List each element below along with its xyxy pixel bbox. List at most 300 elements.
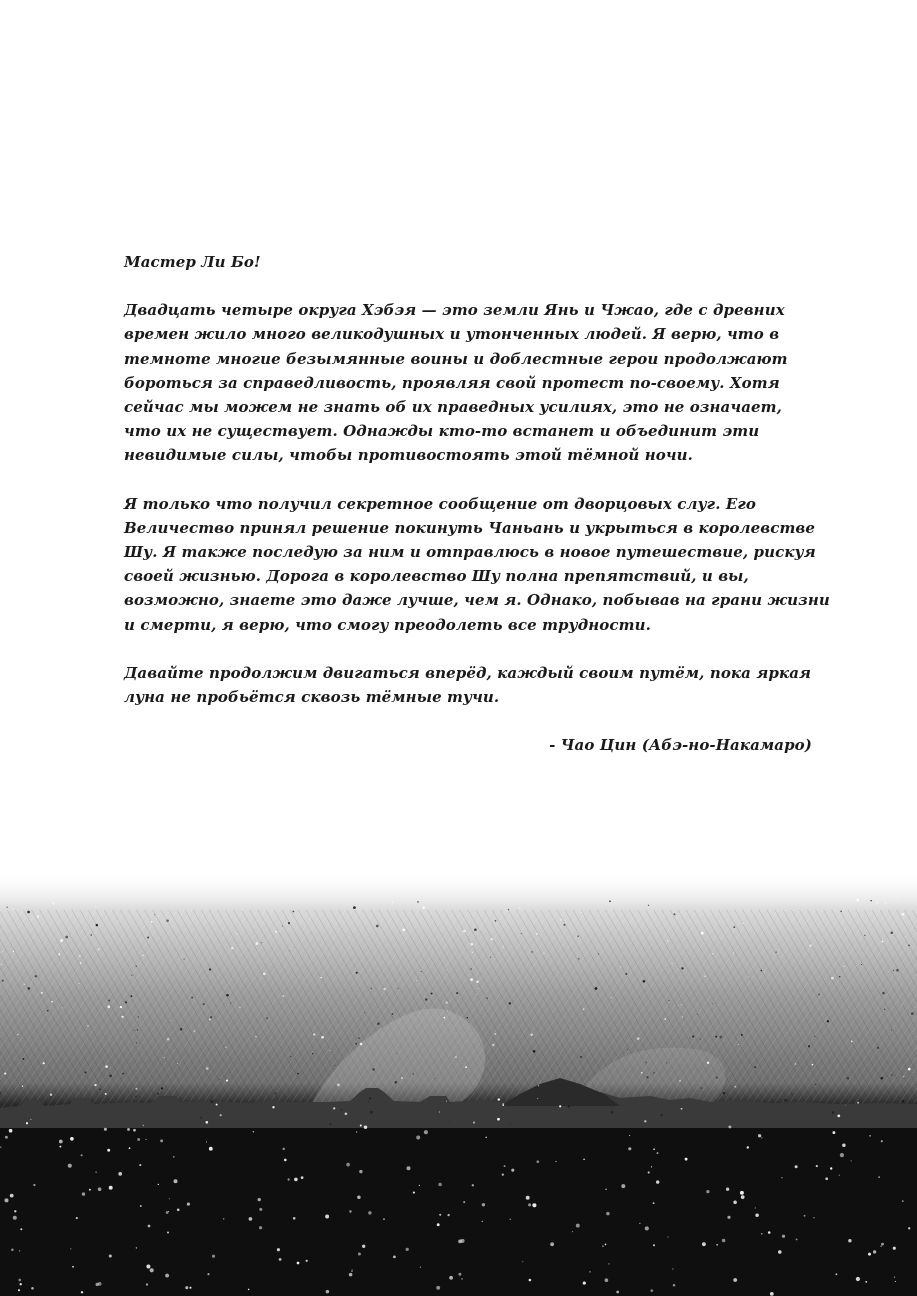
snow-speck	[134, 1030, 135, 1031]
snow-speck	[383, 988, 385, 990]
snow-speck	[761, 1137, 762, 1138]
snow-speck	[212, 1255, 215, 1258]
snow-speck	[27, 987, 30, 990]
snow-speck	[9, 1129, 13, 1133]
snow-speck	[702, 1242, 706, 1246]
snow-speck	[560, 919, 562, 921]
snow-speck	[537, 1160, 540, 1163]
snow-speck	[447, 1214, 449, 1216]
snow-speck	[167, 1232, 169, 1234]
text-line: Двадцать четыре округа Хэбэя — это земли Янь и Чжао, где с древних	[124, 301, 785, 320]
snow-speck	[118, 1172, 122, 1176]
snow-speck	[17, 1034, 18, 1035]
snow-speck	[258, 1198, 261, 1201]
snow-speck	[43, 1062, 45, 1064]
snow-speck	[376, 925, 379, 928]
snow-speck	[755, 1207, 756, 1208]
snow-speck	[135, 1088, 137, 1090]
snow-speck	[337, 1084, 340, 1087]
snow-speck	[881, 1243, 884, 1246]
snow-speck	[312, 1053, 313, 1054]
letter-paragraph-3	[124, 661, 824, 709]
snow-speck	[685, 1158, 688, 1161]
snow-speck	[209, 1147, 213, 1151]
snow-speck	[439, 1111, 440, 1112]
snow-speck	[288, 922, 290, 924]
snow-speck	[589, 1271, 590, 1272]
snow-speck	[355, 1043, 357, 1045]
snow-speck	[357, 1195, 361, 1199]
snow-speck	[808, 1045, 810, 1047]
snow-speck	[697, 1014, 698, 1015]
snow-speck	[478, 988, 479, 989]
snow-speck	[463, 930, 466, 933]
snow-speck	[58, 953, 60, 955]
snow-speck	[383, 1218, 385, 1220]
snow-speck	[349, 1273, 353, 1277]
snow-speck	[902, 1100, 904, 1102]
snow-speck	[754, 1066, 756, 1068]
letter-paragraph-1	[124, 298, 824, 467]
snow-speck	[761, 1233, 762, 1234]
snow-speck	[206, 1121, 209, 1124]
snow-speck	[85, 1071, 87, 1073]
snow-speck	[741, 1195, 745, 1199]
snow-speck	[346, 1163, 350, 1167]
snow-speck	[242, 909, 243, 910]
snow-speck	[704, 976, 705, 977]
snow-speck	[851, 1160, 852, 1161]
snow-speck	[125, 1001, 127, 1003]
snow-speck	[352, 1269, 353, 1270]
snow-speck	[393, 1256, 396, 1259]
snow-speck	[122, 1073, 124, 1075]
snow-speck	[716, 1244, 718, 1246]
snow-speck	[59, 1146, 61, 1148]
snow-speck	[583, 1158, 585, 1160]
snow-speck	[62, 1007, 63, 1008]
text-line: возможно, знаете это даже лучше, чем я. Однако, побывав на грани жизни	[124, 591, 830, 610]
snow-speck	[259, 1208, 262, 1211]
snow-speck	[177, 1208, 180, 1211]
snow-speck	[333, 1107, 335, 1109]
snow-speck	[253, 1131, 254, 1132]
snow-speck	[605, 1189, 606, 1190]
snow-speck	[306, 1260, 308, 1262]
snow-speck	[82, 1192, 85, 1195]
snow-speck	[878, 1176, 880, 1178]
snow-speck	[7, 907, 8, 908]
snow-speck	[508, 909, 509, 910]
snow-speck	[812, 1064, 814, 1066]
snow-speck	[137, 1029, 138, 1030]
snow-speck	[522, 1261, 523, 1262]
snow-speck	[248, 1289, 250, 1291]
snow-speck	[538, 1085, 539, 1086]
snow-speck	[529, 1279, 532, 1282]
snow-speck	[136, 1247, 137, 1248]
snow-speck	[165, 1274, 169, 1278]
snow-speck	[716, 1077, 718, 1079]
snow-speck	[648, 1171, 650, 1173]
snow-speck	[166, 1211, 169, 1214]
snow-speck	[420, 1267, 421, 1268]
snow-speck	[279, 1258, 282, 1261]
snow-speck	[463, 1201, 465, 1203]
snow-speck	[531, 951, 533, 953]
snow-speck	[681, 967, 683, 969]
snow-speck	[893, 970, 894, 971]
snow-speck	[294, 1178, 298, 1182]
snow-speck	[406, 1166, 410, 1170]
snow-speck	[682, 1016, 683, 1017]
snow-speck	[839, 1175, 840, 1176]
snow-speck	[320, 977, 321, 978]
snow-speck	[78, 983, 79, 984]
snow-speck	[210, 1016, 212, 1018]
snow-speck	[851, 1040, 853, 1042]
snow-speck	[431, 993, 433, 995]
snow-speck	[621, 1184, 625, 1188]
snow-speck	[482, 1203, 485, 1206]
snow-speck	[680, 1004, 681, 1005]
snow-speck	[266, 1017, 268, 1019]
snow-speck	[394, 1081, 397, 1084]
snow-speck	[326, 1290, 330, 1294]
snow-speck	[884, 1009, 886, 1011]
snow-speck	[166, 919, 169, 922]
snow-speck	[364, 1012, 365, 1013]
snow-speck	[492, 1044, 494, 1046]
snow-speck	[433, 991, 434, 992]
snow-speck	[138, 1016, 139, 1017]
snow-speck	[256, 942, 259, 945]
snow-speck	[19, 1250, 20, 1251]
snow-speck	[434, 1078, 435, 1079]
snow-speck	[605, 1278, 609, 1282]
snow-speck	[22, 1058, 24, 1060]
snow-speck	[50, 1094, 52, 1096]
snow-speck	[18, 1289, 20, 1291]
snow-speck	[776, 952, 777, 953]
snow-speck	[667, 1236, 668, 1237]
snow-speck	[726, 1188, 729, 1191]
snow-speck	[169, 1198, 170, 1199]
snow-speck	[671, 963, 672, 964]
snow-speck	[908, 1227, 910, 1229]
snow-speck	[893, 1247, 896, 1250]
snow-speck	[444, 1017, 446, 1019]
snow-speck	[727, 1216, 730, 1219]
snow-speck	[447, 1010, 448, 1011]
snow-speck	[353, 906, 356, 909]
snow-speck	[734, 1086, 736, 1088]
snow-speck	[177, 1063, 178, 1064]
snow-speck	[891, 1074, 893, 1076]
snow-speck	[795, 1165, 798, 1168]
snow-speck	[104, 1075, 105, 1076]
letter-greeting: Мастер Ли Бо!	[124, 253, 261, 271]
snow-speck	[530, 1033, 533, 1036]
snow-speck	[510, 1124, 511, 1125]
snow-speck	[738, 1044, 739, 1045]
snow-speck	[830, 1167, 832, 1169]
snow-speck	[644, 1120, 646, 1122]
snow-speck	[814, 1036, 815, 1037]
snow-speck	[645, 1062, 647, 1064]
snow-speck	[707, 1062, 709, 1064]
snow-speck	[449, 1122, 450, 1123]
snow-speck	[140, 1101, 141, 1102]
snow-speck	[369, 1097, 371, 1099]
snow-speck	[809, 944, 811, 946]
snow-speck	[461, 1278, 463, 1280]
snow-speck	[755, 1213, 758, 1216]
snow-speck	[157, 1093, 159, 1095]
snow-speck	[761, 970, 762, 971]
snow-speck	[818, 994, 820, 996]
snow-speck	[99, 1088, 101, 1090]
snow-speck	[20, 1228, 22, 1230]
snow-speck	[728, 1125, 731, 1128]
snow-speck	[206, 1067, 209, 1070]
ground-dark	[0, 1128, 917, 1296]
snow-speck	[24, 984, 25, 985]
snow-speck	[869, 1135, 870, 1136]
snow-speck	[135, 1096, 136, 1097]
snow-speck	[748, 976, 749, 977]
snow-speck	[868, 1253, 871, 1256]
snow-speck	[359, 1170, 362, 1173]
snow-speck	[669, 1000, 670, 1001]
snow-speck	[81, 1154, 83, 1156]
snow-speck	[368, 1211, 372, 1215]
snow-speck	[2, 951, 3, 952]
snow-speck	[72, 1266, 74, 1268]
snow-speck	[439, 1214, 441, 1216]
snow-speck	[13, 1216, 17, 1220]
snow-speck	[95, 1171, 97, 1173]
snow-speck	[510, 1219, 511, 1220]
snow-speck	[733, 926, 735, 928]
snow-speck	[602, 1245, 604, 1247]
snow-speck	[259, 1226, 262, 1229]
snow-speck	[902, 1004, 903, 1005]
text-line: невидимые силы, чтобы противостоять этой тёмной ночи.	[124, 446, 693, 465]
snow-speck	[37, 915, 40, 918]
snow-speck	[362, 1245, 365, 1248]
snow-speck	[133, 1129, 136, 1132]
snow-speck	[825, 1177, 828, 1180]
snow-speck	[815, 1083, 817, 1085]
snow-speck	[679, 1080, 681, 1082]
snow-speck	[47, 1010, 49, 1012]
snow-speck	[416, 1135, 420, 1139]
snow-speck	[96, 924, 98, 926]
snow-speck	[882, 992, 885, 995]
snow-speck	[532, 1203, 536, 1207]
snow-speck	[95, 906, 96, 907]
text-line: Величество принял решение покинуть Чаньань и укрыться в королевстве	[124, 518, 816, 537]
snow-speck	[90, 934, 91, 935]
snow-speck	[209, 968, 211, 970]
snow-speck	[70, 1137, 74, 1141]
text-line: луна не пробьётся сквозь тёмные тучи.	[124, 688, 500, 707]
snow-speck	[446, 1101, 447, 1102]
snow-speck	[526, 1196, 530, 1200]
snow-speck	[598, 953, 599, 954]
snow-speck	[0, 1146, 1, 1147]
snow-speck	[857, 1102, 859, 1104]
snow-speck	[836, 1273, 838, 1275]
snow-speck	[641, 1072, 643, 1074]
snow-speck	[193, 1030, 195, 1032]
snow-speck	[275, 931, 277, 933]
snow-speck	[595, 987, 598, 990]
snow-speck	[282, 1148, 285, 1151]
snow-speck	[200, 1117, 202, 1119]
snow-speck	[146, 1283, 148, 1285]
snow-speck	[502, 1173, 504, 1175]
snow-speck	[660, 1114, 662, 1116]
snow-speck	[76, 1217, 78, 1219]
snow-speck	[151, 921, 153, 923]
text-line: и смерти, я верю, что смогу преодолеть все трудности.	[124, 615, 651, 634]
snow-speck	[230, 1002, 231, 1003]
snow-speck	[656, 1180, 659, 1183]
snow-speck	[845, 1105, 846, 1106]
snow-speck	[700, 1087, 702, 1089]
snow-speck	[856, 1277, 860, 1281]
snow-speck	[474, 928, 477, 931]
snow-speck	[293, 1217, 296, 1220]
snow-speck	[370, 1111, 373, 1114]
snow-speck	[416, 980, 417, 981]
snow-speck	[643, 980, 646, 983]
snow-speck	[173, 1156, 175, 1158]
snow-speck	[583, 1008, 585, 1010]
snow-speck	[816, 1165, 818, 1167]
text-line: времен жило много великодушных и утонченных людей. Я верю, что в	[124, 325, 780, 344]
snow-speck	[297, 1262, 300, 1265]
snow-speck	[249, 1217, 253, 1221]
snow-speck	[226, 1080, 228, 1082]
snow-speck	[4, 1073, 6, 1075]
snow-speck	[309, 918, 310, 919]
snow-speck	[840, 1153, 844, 1157]
snow-speck	[368, 1101, 369, 1102]
text-line: темноте многие безымянные воины и доблестные герои продолжают	[124, 349, 788, 368]
snow-speck	[865, 1281, 867, 1283]
snow-speck	[509, 1002, 512, 1005]
snow-speck	[446, 969, 447, 970]
snow-speck	[667, 940, 669, 942]
snow-speck	[325, 1215, 329, 1219]
snow-speck	[4, 1198, 8, 1202]
snow-speck	[203, 1003, 205, 1005]
snow-speck	[282, 995, 284, 997]
text-line: своей жизнью. Дорога в королевство Шу полна препятствий, и вы,	[124, 567, 749, 586]
snow-speck	[712, 1003, 713, 1004]
snow-speck	[425, 998, 427, 1000]
snow-speck	[225, 1047, 226, 1048]
snow-speck	[406, 1248, 409, 1251]
snow-speck	[146, 1265, 150, 1269]
snow-speck	[880, 1077, 883, 1080]
snow-speck	[609, 900, 611, 902]
snow-speck	[364, 1125, 367, 1128]
snow-speck	[733, 1201, 737, 1205]
snow-speck	[301, 1176, 304, 1179]
snow-speck	[174, 1179, 178, 1183]
snow-speck	[653, 1202, 655, 1204]
snow-speck	[482, 1221, 483, 1222]
snow-speck	[903, 1076, 904, 1077]
letter-body	[124, 250, 830, 757]
snow-speck	[637, 1037, 640, 1040]
snow-speck	[398, 988, 399, 989]
snow-speck	[664, 1018, 666, 1020]
snow-speck	[770, 1292, 774, 1296]
snow-speck	[108, 1000, 110, 1002]
snow-speck	[653, 1072, 654, 1073]
snow-speck	[876, 902, 878, 904]
snow-speck	[68, 1164, 72, 1168]
snow-speck	[864, 935, 866, 937]
snow-speck	[476, 980, 479, 983]
snow-speck	[629, 1135, 630, 1136]
snow-speck	[580, 1056, 582, 1058]
snow-speck	[877, 1047, 879, 1049]
snow-speck	[161, 1087, 163, 1089]
snow-speck	[653, 1244, 655, 1246]
snow-speck	[180, 1028, 183, 1031]
snow-speck	[170, 1020, 171, 1021]
snow-speck	[741, 1034, 743, 1036]
snow-speck	[98, 1187, 102, 1191]
snow-speck	[288, 1178, 290, 1180]
snow-speck	[847, 1077, 850, 1080]
snow-speck	[263, 972, 266, 975]
snow-speck	[160, 1139, 163, 1142]
snow-speck	[610, 997, 611, 998]
snow-speck	[164, 901, 165, 902]
snow-speck	[891, 1030, 892, 1031]
snow-speck	[209, 1019, 211, 1021]
snow-speck	[356, 1131, 357, 1132]
snow-speck	[842, 1143, 846, 1147]
snow-speck	[896, 969, 899, 972]
snow-speck	[424, 1130, 428, 1134]
snow-speck	[784, 1099, 786, 1101]
snow-speck	[645, 1226, 649, 1230]
snow-speck	[616, 1291, 619, 1294]
snow-speck	[422, 907, 425, 910]
snow-speck	[330, 1050, 331, 1051]
snow-speck	[371, 988, 373, 990]
snow-speck	[908, 945, 910, 947]
snow-speck	[628, 1147, 631, 1150]
snow-speck	[147, 937, 149, 939]
snow-speck	[14, 1210, 16, 1212]
snow-speck	[438, 1183, 442, 1187]
snow-speck	[137, 1138, 140, 1141]
night-city-illustration	[0, 870, 917, 1296]
snow-speck	[59, 1140, 63, 1144]
snow-speck	[89, 1189, 91, 1191]
snow-speck	[791, 1094, 792, 1095]
snow-speck	[503, 947, 504, 948]
